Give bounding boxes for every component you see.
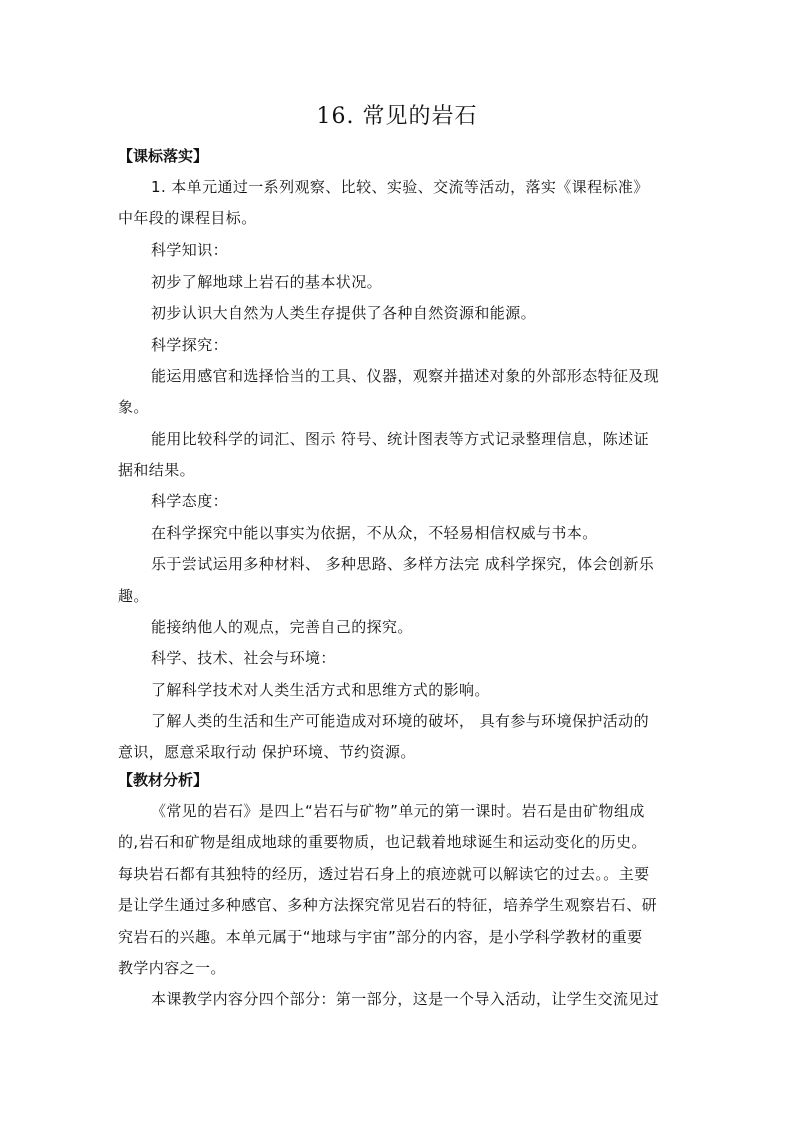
text-line: 能运用感官和选择恰当的工具、仪器，观察并描述对象的外部形态特征及现 xyxy=(151,367,660,385)
text-line: 1. 本单元通过一系列观察、比较、实验、交流等活动，落实《课程标准》 xyxy=(151,178,649,196)
text-line: 象。 xyxy=(118,398,149,416)
text-line: 在科学探究中能以事实为依据，不从众，不轻易相信权威与书本。 xyxy=(151,524,598,542)
text-line: 意识，愿意采取行动 保护环境、节约资源。 xyxy=(118,743,416,761)
text-line: 《常见的岩石》是四上“岩石与矿物”单元的第一课时。岩石是由矿物组成 xyxy=(151,802,645,820)
text-line: 科学态度： xyxy=(151,492,229,510)
text-line: 了解人类的生活和生产可能造成对环境的破坏， 具有参与环境保护活动的 xyxy=(151,712,649,730)
text-line: 每块岩石都有其独特的经历，透过岩石身上的痕迹就可以解读它的过去。。主要 xyxy=(118,865,650,883)
text-line: 教学内容之一。 xyxy=(118,959,226,977)
text-line: 科学知识： xyxy=(151,241,229,259)
text-line: 科学、技术、社会与环境： xyxy=(151,649,336,667)
text-line: 能接纳他人的观点，完善自己的探究。 xyxy=(151,618,413,636)
text-line: 乐于尝试运用多种材料、 多种思路、多样方法完 成科学探究，体会创新乐 xyxy=(151,555,655,573)
text-line: 的,岩石和矿物是组成地球的重要物质，也记载着地球诞生和运动变化的历史。 xyxy=(118,833,647,851)
section-heading-textbook-analysis: 【教材分析】 xyxy=(118,771,209,789)
text-line: 本课教学内容分四个部分：第一部分，这是一个导入活动，让学生交流见过 xyxy=(151,990,660,1008)
text-line: 初步了解地球上岩石的基本状况。 xyxy=(151,273,383,291)
section-heading-curriculum: 【课标落实】 xyxy=(118,147,209,165)
text-line: 究岩石的兴趣。本单元属于“地球与宇宙”部分的内容，是小学科学教材的重要 xyxy=(118,928,643,946)
text-line: 据和结果。 xyxy=(118,461,196,479)
text-line: 能用比较科学的词汇、图示 符号、统计图表等方式记录整理信息，陈述证 xyxy=(151,430,649,448)
text-line: 科学探究： xyxy=(151,336,229,354)
text-line: 是让学生通过多种感官、多种方法探究常见岩石的特征，培养学生观察岩石、研 xyxy=(118,896,658,914)
page-title: 16. 常见的岩石 xyxy=(316,104,478,129)
text-line: 初步认识大自然为人类生存提供了各种自然资源和能源。 xyxy=(151,304,537,322)
text-line: 中年段的课程目标。 xyxy=(118,209,257,227)
text-line: 了解科学技术对人类生活方式和思维方式的影响。 xyxy=(151,681,490,699)
text-line: 趣。 xyxy=(118,587,149,605)
